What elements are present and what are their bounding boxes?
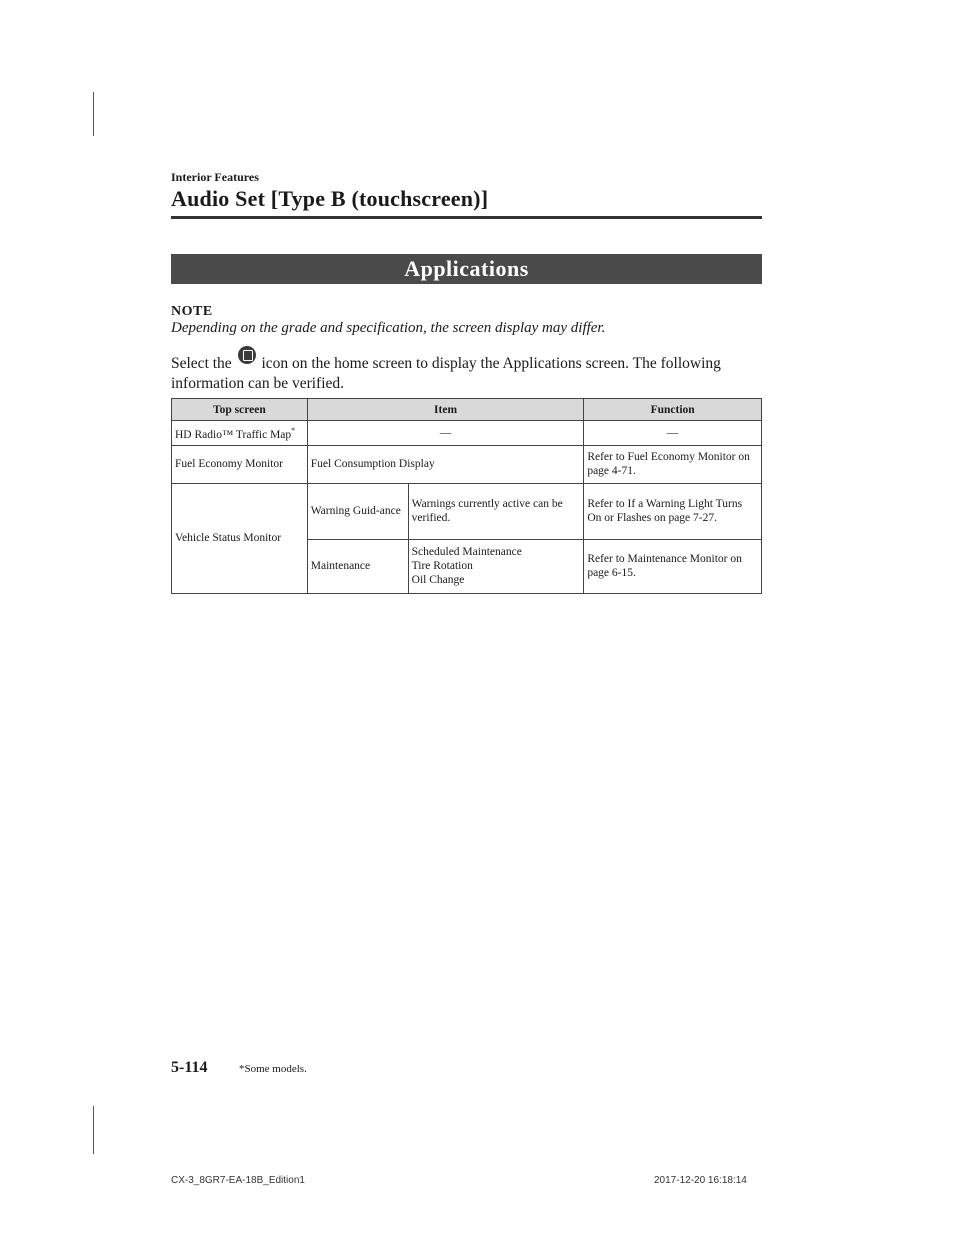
heading-rule	[171, 216, 762, 219]
intro-text-end: icon on the home screen to display the Applications screen. The following information can be verified.	[171, 355, 721, 392]
cell-detail	[408, 539, 584, 593]
detail-line: Scheduled Maintenance	[411, 546, 522, 559]
cell-item: Maintenance	[307, 539, 408, 593]
cell-item: Fuel Consumption Display	[307, 445, 584, 483]
applications-icon	[238, 346, 256, 364]
print-timestamp: 2017-12-20 16:18:14	[654, 1175, 747, 1186]
detail-line: Oil Change	[411, 574, 465, 587]
some-models-mark: *	[291, 426, 296, 435]
document-id: CX-3_8GR7-EA-18B_Edition1	[171, 1175, 305, 1186]
table-header-row	[172, 399, 762, 421]
page-number: 5-114	[171, 1059, 208, 1076]
cell-function: Refer to Maintenance Monitor on page 6-15.	[584, 539, 762, 593]
cell-function: Refer to If a Warning Light Turns On or Flashes on page 7-27.	[584, 483, 762, 539]
header-item: Item	[307, 399, 584, 421]
page-title: Audio Set [Type B (touchscreen)]	[171, 186, 489, 211]
applications-table	[171, 398, 762, 594]
hd-radio-label: HD Radio™ Traffic Map	[175, 428, 292, 441]
cell-detail: Warnings currently active can be verified.	[408, 483, 584, 539]
intro-text-start: Select the	[171, 355, 232, 372]
cell-top-screen: Vehicle Status Monitor	[172, 483, 308, 593]
crop-mark-bottom	[93, 1106, 94, 1154]
table-row	[172, 483, 762, 539]
cell-item: —	[307, 421, 584, 446]
footnote: *Some models.	[239, 1063, 307, 1075]
crop-mark-top	[93, 92, 94, 136]
header-function: Function	[584, 399, 762, 421]
intro-paragraph	[171, 352, 762, 394]
header-top-screen: Top screen	[172, 399, 308, 421]
detail-line: Tire Rotation	[411, 560, 473, 573]
cell-function: —	[584, 421, 762, 446]
section-label: Interior Features	[171, 170, 259, 184]
cell-top-screen	[172, 421, 308, 446]
note-text: Depending on the grade and specification, the screen display may differ.	[171, 320, 606, 336]
cell-top-screen: Fuel Economy Monitor	[172, 445, 308, 483]
cell-function: Refer to Fuel Economy Monitor on page 4-71.	[584, 445, 762, 483]
cell-item: Warning Guid-ance	[307, 483, 408, 539]
table-row	[172, 421, 762, 446]
applications-banner: Applications	[171, 254, 762, 284]
note-label: NOTE	[171, 304, 213, 319]
table-row	[172, 445, 762, 483]
